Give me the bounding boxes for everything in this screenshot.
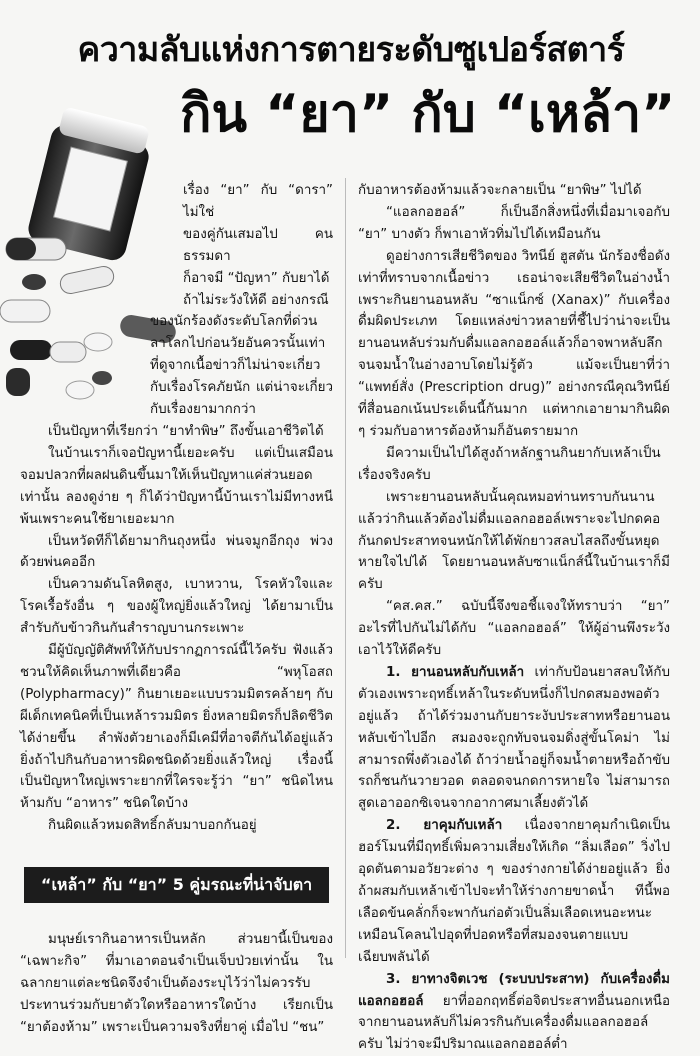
right-column bbox=[358, 180, 670, 1056]
left-column bbox=[20, 180, 333, 1039]
section-title: “เหล้า” กับ “ยา” 5 คู่มรณะที่น่าจับตา bbox=[24, 867, 329, 903]
paragraph: มนุษย์เรากินอาหารเป็นหลัก ส่วนยานี้เป็นของ “เฉพาะกิจ” ที่มาเอาตอนจำเป็นเจ็บป่วยเท่านั้น ในฉลากยาแต่ละชนิดจึงจำเป็นต้องระบุไว้ว่าไม่ควรรับประทานร่วมกับยาตัวใดหรืออาหารใดบ้าง เรียกเป็น “ยาต้องห้าม” เพราะเป็นความจริงที่ยาคู่ เมื่อไป “ชน” bbox=[20, 932, 333, 1035]
paragraph: “คส.คส.” ฉบับนี้จึงขอชี้แจงให้ทราบว่า “ยา” อะไรที่ไปกันไม่ได้กับ “แอลกอฮอล์” ให้ผู้อ่านพึงระวังเอาไว้ให้ดีครับ bbox=[358, 599, 670, 659]
paragraph: เป็นความดันโลหิตสูง, เบาหวาน, โรคหัวใจและโรคเรื้อรังอื่น ๆ ของผู้ใหญ่ยิ่งแล้วใหญ่ ได้ยามาเป็นสำรับกับข้าวกินกันสำราญบานกระเพาะ bbox=[20, 577, 333, 637]
item-body: เท่ากับป้อนยาสลบให้กับตัวเองเพราะฤทธิ์เหล้าในระดับหนึ่งก็ไปกดสมองพอตัวอยู่แล้ว ถ้าได้ร่วมงานกับยาระงับประสาทหรือยานอนหลับเข้าไปอีก สมองจะถูกทับจนจมดิ่งสู่ขั้นโคม่า ไม่สามารถพึ่งตัวเองได้ ถ้าว่ายน้ำอยู่ก็จมน้ำตายหรือถ้าขับรถก็ชนกันวายวอด ตลอดจนกดการหายใจ ไม่สามารถสูดเอาออกซิเจนจากอากาศมาเลี้ยงตัวได้ bbox=[358, 664, 670, 812]
item-title: 3. ยาทางจิตเวช (ระบบประสาท) กับเครื่องดื่มแอลกอฮอล์ bbox=[358, 971, 670, 1009]
paragraph: เป็นปัญหาที่เรียกว่า “ยาทำพิษ” ถึงขั้นเอาชีวิตได้ bbox=[48, 423, 324, 439]
column-divider bbox=[345, 178, 346, 958]
paragraph: มีผู้บัญญัติศัพท์ให้กับปรากฏการณ์นี้ไว้ครับ ฟังแล้วชวนให้คิดเห็นภาพที่เดียวคือ “พหุโอสถ (Polypharmacy)” กินยาเยอะแบบรวมมิตรคล้ายๆ กับผีเด็กเทคนิคที่เป็นเหล้ารวมมิตร ยิ่งหลายมิตรก็ปลิดชีวิตได้ง่ายขึ้น ลำพังตัวยาเองก็มีเคมีที่อาจตีกันได้อยู่แล้ว ยิ่งถ้าไปกินกับอาหารผิดชนิดด้วยยิ่งแล้วใหญ่ เรื่องนี้เป็นปัญหาใหญ่เพราะยากที่ใครจะรู้ว่า “ยา” ชนิดไหนห้ามกับ “อาหาร” ชนิดใดบ้าง bbox=[20, 643, 333, 812]
item-title: 1. ยานอนหลับกับเหล้า bbox=[386, 664, 525, 680]
item-body: เนื่องจากยาคุมกำเนิดเป็นฮอร์โมนที่มีฤทธิ์เพิ่มความเสี่ยงให้เกิด “ลิ่มเลือด” วิ่งไปอุดตันตามอวัยวะต่าง ๆ ของร่างกายได้ง่ายอยู่แล้ว ยิ่งถ้าผสมกับเหล้าเข้าไปจะทำให้ร่างกายขาดน้ำ ทีนี้พอเลือดข้นคลั่กก็จะพากันก่อตัวเป็นลิ่มเลือดเหนอะหนะเหมือนโคลนไปอุดที่ปอดหรือที่สมองจนตายแบบเฉียบพลันได้ bbox=[358, 818, 670, 965]
intro-line: เรื่อง “ยา” กับ “ดารา” ไม่ใช่ bbox=[183, 183, 333, 220]
paragraph: เป็นหวัดทีก็ได้ยามากินถุงหนึ่ง พ่นจมูกอีกถุง พ่วงด้วยพ่นคออีก bbox=[20, 533, 333, 571]
paragraph: เพราะยานอนหลับนั้นคุณหมอท่านทราบกันนานแล้วว่ากินแล้วต้องไม่ดื่มแอลกอฮอล์เพราะจะไปกดคอกันกดประสาทจนหนักให้ได้พักยาวสลบไสลถึงขั้นหยุดหายใจไปได้ โดยยานอนหลับซาแน็กส์นี้ในบ้านเราก็มีครับ bbox=[358, 489, 670, 593]
paragraph: ของนักร้องดังระดับโลกที่ด่วนลาโลกไปก่อนวัยอันควรนั้นเท่าที่ดูจากเนื้อข่าวก็ไม่น่าจะเกี่ยวกับเรื่องโรคภัยนัก แต่น่าจะเกี่ยวกับเรื่องยามากกว่า bbox=[150, 314, 333, 418]
intro-line: ถ้าไม่ระวังให้ดี อย่างกรณี bbox=[183, 292, 329, 308]
intro-line: ของคู่กันเสมอไป คนธรรมดา bbox=[183, 226, 333, 264]
list-item bbox=[358, 662, 670, 815]
headline: ความลับแห่งการตายระดับซูเปอร์สตาร์ bbox=[77, 30, 625, 70]
paragraph: ในบ้านเราก็เจอปัญหานี้เยอะครับ แต่เป็นเสมือนจอมปลวกที่ผลฝนดินขึ้นมาให้เห็นปัญหาแค่ส่วนยอดเท่านั้น ลองดูง่าย ๆ ก็ได้ว่าปัญหานี้บ้านเราไม่มีทางหนีพ้นเพราะคนใช้ยาเยอะมาก bbox=[20, 445, 333, 527]
paragraph: มีความเป็นไปได้สูงถ้าหลักฐานกินยากับเหล้าเป็นเรื่องจริงครับ bbox=[358, 445, 661, 483]
paragraph: ดูอย่างการเสียชีวิตของ วิทนีย์ ฮูสตัน นักร้องชื่อดัง เท่าที่ทราบจากเนื้อข่าว เธอน่าจะเสียชีวิตในอ่างน้ำเพราะกินยานอนหลับ “ซาแน็กซ์ (Xanax)” กับเครื่องดื่มผิดประเภท โดยแหล่งข่าวหลายที่ชี้ไปว่าน่าจะเป็นยานอนหลับร่วมกับดื่มแอลกอฮอล์แล้วก็อาจพาหลับลึกจนจมน้ำในอ่างอาบโดยไม่รู้ตัว แม้จะเป็นยาที่ว่า “แพทย์สั่ง (Prescription drug)” อย่างกรณีคุณวิทนีย์ที่สื่อนอกเน้นประเด็นนี้กันมาก แต่หากเอายามากินผิด ๆ ร่วมกับอาหารต้องห้ามก็อันตรายมาก bbox=[358, 248, 670, 439]
list-item bbox=[358, 969, 670, 1056]
paragraph: “แอลกอฮอล์” ก็เป็นอีกสิ่งหนึ่งที่เมื่อมาเจอกับ “ยา” บางตัว ก็พาเอาหัวทิ่มไปได้เหมือนกัน bbox=[358, 204, 670, 242]
item-title: 2. ยาคุมกับเหล้า bbox=[386, 818, 503, 834]
intro-line: ก็อาจมี “ปัญหา” กับยาได้ bbox=[183, 270, 330, 286]
item-body: ยาที่ออกฤทธิ์ต่อจิตประสาทอื่นนอกเหนือจากยานอนหลับก็ไม่ควรกินกับเครื่องดื่มแอลกอฮอล์ครับ ไม่ว่าจะมีปริมาณแอลกอฮอล์ต่ำ bbox=[358, 993, 670, 1053]
subhead: กิน “ยา” กับ “เหล้า” bbox=[180, 84, 676, 144]
paragraph: กินผิดแล้วหมดสิทธิ์กลับมาบอกกันอยู่ bbox=[48, 818, 257, 834]
paragraph: กับอาหารต้องห้ามแล้วจะกลายเป็น “ยาพิษ” ไปได้ bbox=[358, 183, 642, 198]
list-item bbox=[358, 815, 670, 968]
